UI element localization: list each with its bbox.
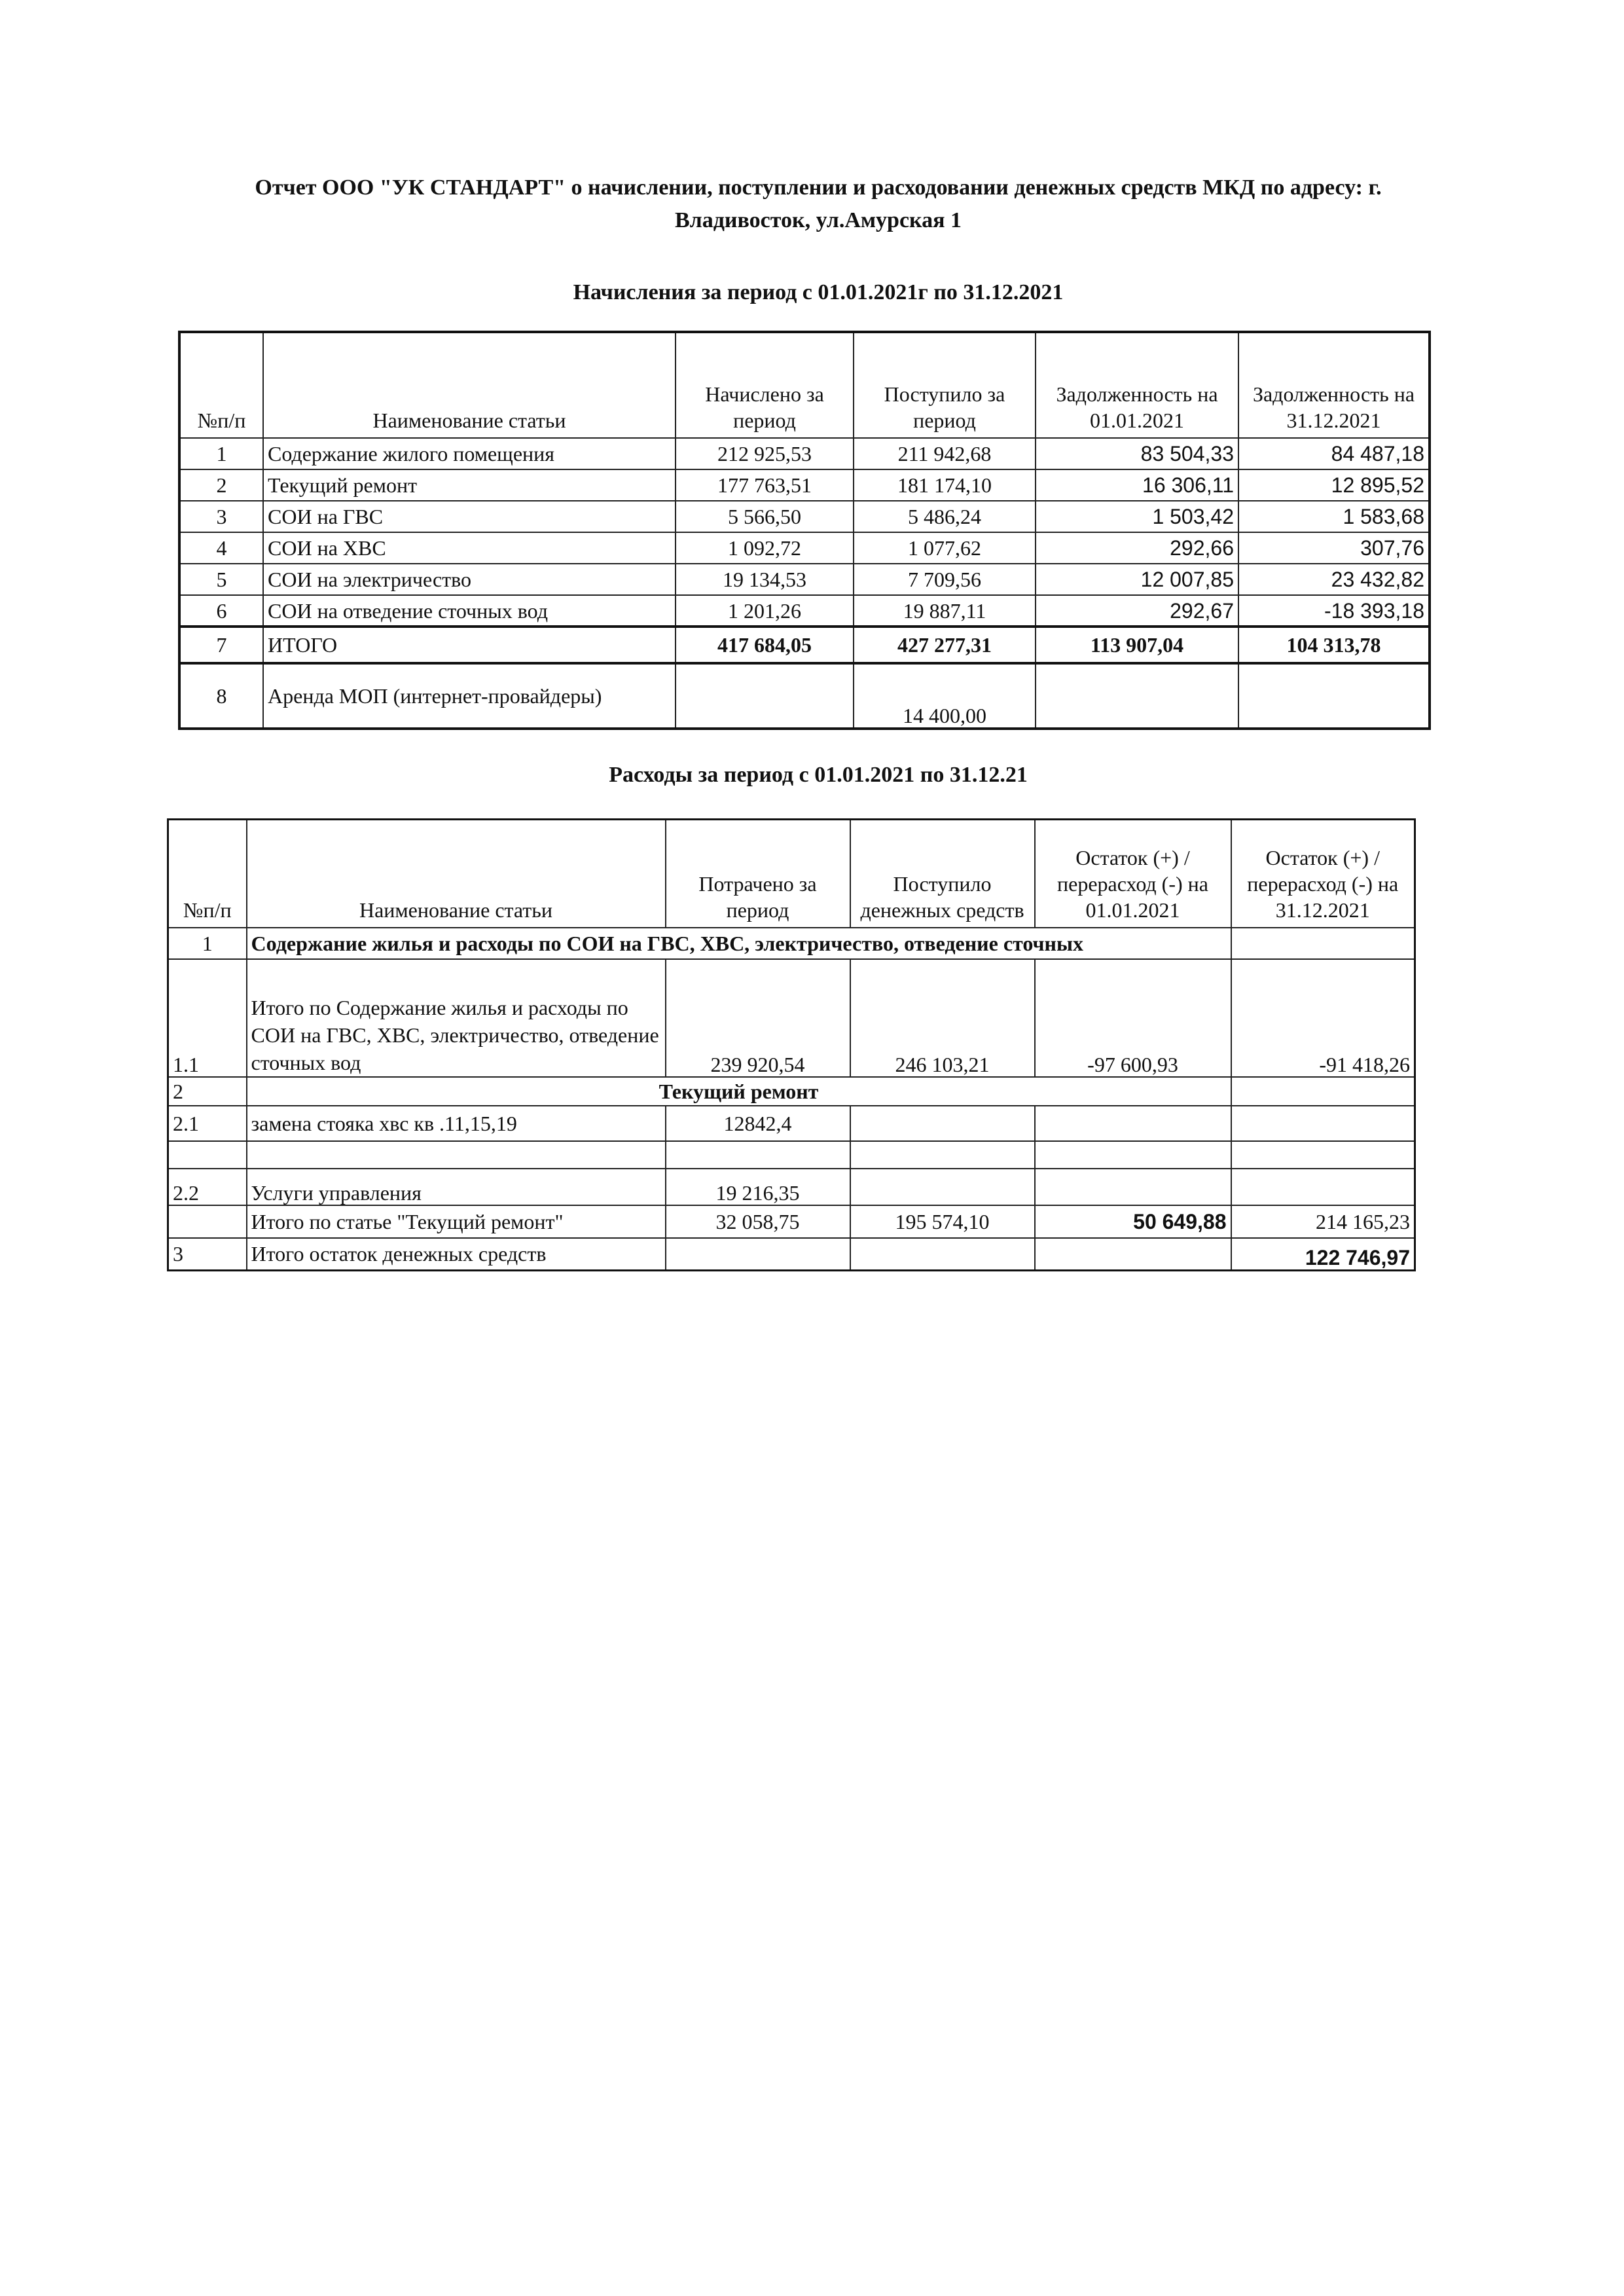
section-title: Содержание жилья и расходы по СОИ на ГВС, ХВС, электричество, отведение сточных (247, 928, 1231, 959)
row-balance-start: -97 600,93 (1035, 959, 1231, 1077)
empty-cell (168, 1205, 247, 1238)
row-num: 1 (179, 438, 263, 469)
row-spent: 19 216,35 (666, 1169, 850, 1205)
table-row (168, 1106, 1415, 1141)
expenses-heading: Расходы за период с 01.01.2021 по 31.12.21 (609, 763, 1028, 787)
row-balance-start: 50 649,88 (1035, 1205, 1231, 1238)
rent-num: 8 (179, 663, 263, 729)
row-name: СОИ на отведение сточных вод (263, 595, 676, 627)
table-row (168, 1141, 1415, 1169)
accruals-total-row (179, 627, 1430, 663)
section-row (168, 928, 1415, 959)
expenses-table (167, 818, 1416, 1271)
report-title-line1: Отчет ООО "УК СТАНДАРТ" о начислении, поступлении и расходовании денежных средств МКД по адресу: г. (255, 175, 1382, 200)
repair-total-row (168, 1205, 1415, 1238)
empty-cell (1035, 1106, 1231, 1141)
header-debt-end: Задолженность на 31.12.2021 (1238, 332, 1430, 438)
row-num: 5 (179, 564, 263, 595)
empty-cell (1035, 1238, 1231, 1271)
rent-debt-start (1036, 663, 1238, 729)
header-balance-start: Остаток (+) / перерасход (-) на 01.01.2021 (1035, 820, 1231, 928)
header-name: Наименование статьи (263, 332, 676, 438)
table-row (168, 1169, 1415, 1205)
row-accrued: 212 925,53 (676, 438, 854, 469)
total-debt-end: 104 313,78 (1238, 627, 1430, 663)
rent-row (179, 663, 1430, 729)
section-num: 1 (168, 928, 247, 959)
row-received: 1 077,62 (854, 532, 1036, 564)
row-received: 246 103,21 (850, 959, 1035, 1077)
empty-cell (666, 1141, 850, 1169)
row-balance-end: 122 746,97 (1231, 1238, 1415, 1271)
empty-cell (1231, 1169, 1415, 1205)
total-num: 7 (179, 627, 263, 663)
rent-debt-end (1238, 663, 1430, 729)
row-name: Текущий ремонт (263, 469, 676, 501)
accruals-heading: Начисления за период с 01.01.2021г по 31.12.2021 (573, 280, 1064, 304)
row-accrued: 1 092,72 (676, 532, 854, 564)
empty-cell (666, 1238, 850, 1271)
balance-total-row (168, 1238, 1415, 1271)
row-name: Итого по Содержание жилья и расходы по СОИ на ГВС, ХВС, электричество, отведение сточных вод (247, 959, 666, 1077)
row-debt-end: 307,76 (1238, 532, 1430, 564)
rent-received: 14 400,00 (854, 663, 1036, 729)
empty-cell (168, 1141, 247, 1169)
header-debt-start: Задолженность на 01.01.2021 (1036, 332, 1238, 438)
row-accrued: 19 134,53 (676, 564, 854, 595)
empty-cell (1231, 1141, 1415, 1169)
empty-cell (1231, 1106, 1415, 1141)
row-received: 181 174,10 (854, 469, 1036, 501)
row-debt-end: 84 487,18 (1238, 438, 1430, 469)
section-empty-cell (1231, 928, 1415, 959)
row-received: 211 942,68 (854, 438, 1036, 469)
table-row (168, 959, 1415, 1077)
row-debt-start: 292,67 (1036, 595, 1238, 627)
row-name: замена стояка хвс кв .11,15,19 (247, 1106, 666, 1141)
row-spent: 32 058,75 (666, 1205, 850, 1238)
row-num: 2.1 (168, 1106, 247, 1141)
row-balance-end: -91 418,26 (1231, 959, 1415, 1077)
empty-cell (850, 1169, 1035, 1205)
row-debt-start: 12 007,85 (1036, 564, 1238, 595)
row-accrued: 177 763,51 (676, 469, 854, 501)
row-debt-end: 23 432,82 (1238, 564, 1430, 595)
report-title (183, 172, 1453, 237)
accruals-header-row (179, 332, 1430, 438)
row-num: 1.1 (168, 959, 247, 1077)
table-row (179, 469, 1430, 501)
row-debt-start: 292,66 (1036, 532, 1238, 564)
empty-cell (1035, 1141, 1231, 1169)
section-num: 2 (168, 1077, 247, 1106)
row-debt-start: 1 503,42 (1036, 501, 1238, 532)
row-name: СОИ на электричество (263, 564, 676, 595)
header-num: №п/п (168, 820, 247, 928)
total-debt-start: 113 907,04 (1036, 627, 1238, 663)
row-debt-end: 12 895,52 (1238, 469, 1430, 501)
row-num: 6 (179, 595, 263, 627)
row-spent: 239 920,54 (666, 959, 850, 1077)
row-num: 2.2 (168, 1169, 247, 1205)
row-debt-end: 1 583,68 (1238, 501, 1430, 532)
total-received: 427 277,31 (854, 627, 1036, 663)
row-spent: 12842,4 (666, 1106, 850, 1141)
header-name: Наименование статьи (247, 820, 666, 928)
row-received: 5 486,24 (854, 501, 1036, 532)
section-empty-cell (1231, 1077, 1415, 1106)
row-debt-start: 16 306,11 (1036, 469, 1238, 501)
expenses-header-row (168, 820, 1415, 928)
row-name: Итого по статье "Текущий ремонт" (247, 1205, 666, 1238)
header-received: Поступило денежных средств (850, 820, 1035, 928)
header-spent: Потрачено за период (666, 820, 850, 928)
table-row (179, 438, 1430, 469)
table-row (179, 501, 1430, 532)
section-row (168, 1077, 1415, 1106)
row-name: Услуги управления (247, 1169, 666, 1205)
row-num: 3 (179, 501, 263, 532)
row-name: СОИ на ХВС (263, 532, 676, 564)
row-debt-start: 83 504,33 (1036, 438, 1238, 469)
table-row (179, 595, 1430, 627)
row-received: 7 709,56 (854, 564, 1036, 595)
table-row (179, 564, 1430, 595)
empty-cell (850, 1141, 1035, 1169)
row-accrued: 1 201,26 (676, 595, 854, 627)
row-debt-end: -18 393,18 (1238, 595, 1430, 627)
header-received: Поступило за период (854, 332, 1036, 438)
total-name: ИТОГО (263, 627, 676, 663)
section-title: Текущий ремонт (247, 1077, 1231, 1106)
table-row (179, 532, 1430, 564)
empty-cell (1035, 1169, 1231, 1205)
empty-cell (850, 1106, 1035, 1141)
empty-cell (850, 1238, 1035, 1271)
row-balance-end: 214 165,23 (1231, 1205, 1415, 1238)
rent-name: Аренда МОП (интернет-провайдеры) (263, 663, 676, 729)
row-num: 4 (179, 532, 263, 564)
row-name: Итого остаток денежных средств (247, 1238, 666, 1271)
report-title-line2: Владивосток, ул.Амурская 1 (674, 208, 962, 232)
row-name: СОИ на ГВС (263, 501, 676, 532)
header-balance-end: Остаток (+) / перерасход (-) на 31.12.2021 (1231, 820, 1415, 928)
row-num: 3 (168, 1238, 247, 1271)
row-num: 2 (179, 469, 263, 501)
row-accrued: 5 566,50 (676, 501, 854, 532)
row-name: Содержание жилого помещения (263, 438, 676, 469)
row-received: 19 887,11 (854, 595, 1036, 627)
accruals-table (178, 331, 1431, 730)
header-num: №п/п (179, 332, 263, 438)
rent-accrued (676, 663, 854, 729)
header-accrued: Начислено за период (676, 332, 854, 438)
total-accrued: 417 684,05 (676, 627, 854, 663)
row-received: 195 574,10 (850, 1205, 1035, 1238)
empty-cell (247, 1141, 666, 1169)
